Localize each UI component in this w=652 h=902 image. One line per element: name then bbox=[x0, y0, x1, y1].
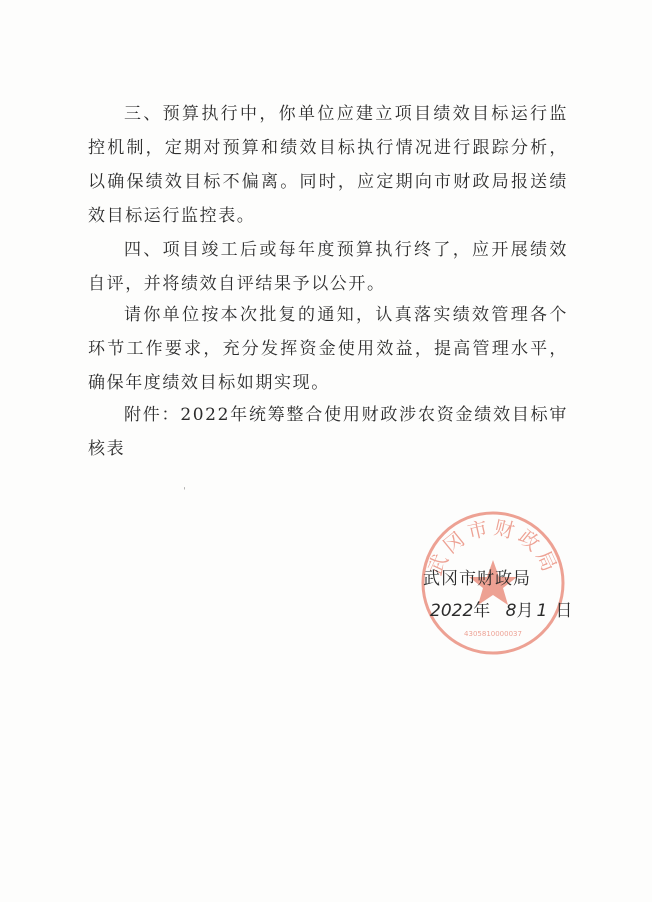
paragraph-attachment: 附件：2022年统筹整合使用财政涉农资金绩效目标审核表 bbox=[88, 405, 568, 459]
date-year: 2022 bbox=[430, 601, 474, 621]
date-month-char: 月 bbox=[516, 601, 535, 621]
signature-organization: 武冈市财政局 bbox=[423, 569, 531, 589]
seal-serial: 4305810000037 bbox=[464, 630, 522, 638]
date-day: 1 bbox=[536, 601, 548, 621]
seal-arc-text: 武冈市财政局 bbox=[422, 515, 564, 579]
scan-speck: ˈ bbox=[183, 487, 186, 498]
date-month: 8 bbox=[505, 601, 517, 621]
paragraph-requirements: 请你单位按本次批复的通知，认真落实绩效管理各个环节工作要求，充分发挥资金使用效益，提高管理水平，确保年度绩效目标如期实现。 bbox=[88, 305, 568, 393]
date-day-char: 日 bbox=[555, 601, 574, 621]
paragraph-self-evaluation: 四、项目竣工后或每年度预算执行终了，应开展绩效自评，并将绩效自评结果予以公开。 bbox=[88, 240, 568, 294]
paragraph-budget-execution: 三、预算执行中，你单位应建立项目绩效目标运行监控机制，定期对预算和绩效目标执行情况进行跟踪分析，以确保绩效目标不偏离。同时，应定期向市财政局报送绩效目标运行监控表。 bbox=[88, 104, 568, 226]
signature-date bbox=[430, 596, 573, 621]
date-year-char: 年 bbox=[473, 601, 492, 621]
